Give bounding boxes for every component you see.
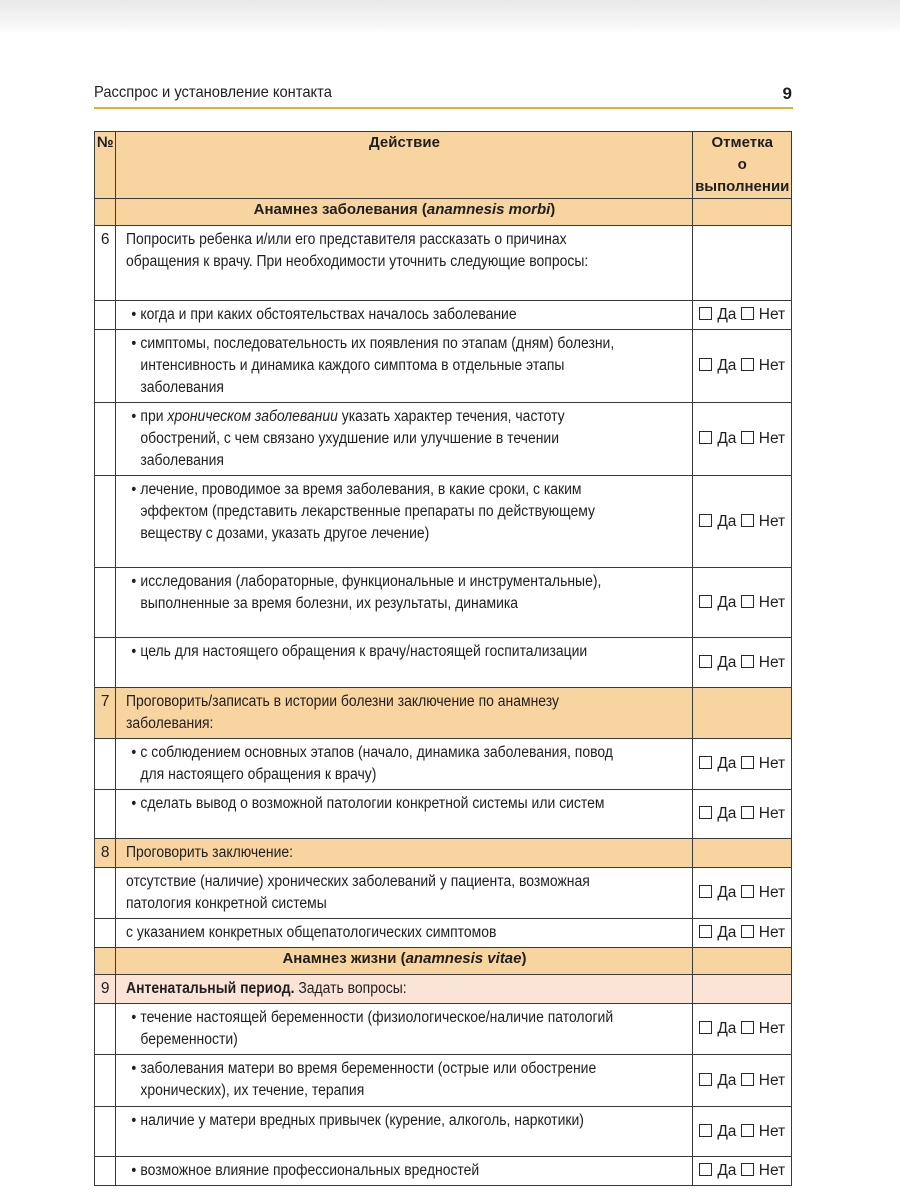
row-text: Проговорить заключение: [126,844,294,861]
table-row [95,1157,792,1186]
checkbox-yes-icon[interactable] [699,514,712,527]
header-action: Действие [116,132,693,199]
yes-no-checkbox[interactable]: Да Нет [693,919,792,948]
row-text: • когда и при каких обстоятельствах началось заболевание [126,304,626,326]
row-number: 8 [95,839,116,868]
yes-no-checkbox[interactable]: Да Нет [693,638,792,688]
yes-no-checkbox[interactable]: Да Нет [693,790,792,839]
checkbox-no-icon[interactable] [741,756,754,769]
section-title: Анамнез заболевания (anamnesis morbi) [116,199,693,226]
row-text: • с соблюдением основных этапов (начало, динамика заболевания, повод для настоящего обращения к врачу) [126,742,626,786]
page-number: 9 [782,84,792,103]
running-head: Расспрос и установление контакта [94,84,332,101]
row-text: Проговорить/записать в истории болезни заключение по анамнезу заболевания: [126,693,560,732]
checkbox-yes-icon[interactable] [699,756,712,769]
table-header-row [95,132,792,199]
checkbox-yes-icon[interactable] [699,358,712,371]
checkbox-yes-icon[interactable] [699,655,712,668]
table-row [95,403,792,476]
checkbox-yes-icon[interactable] [699,1124,712,1137]
top-scan-band [0,0,900,34]
row-text: отсутствие (наличие) хронических заболеваний у пациента, возможная патология конкретной системы [126,873,591,912]
checkbox-yes-icon[interactable] [699,925,712,938]
table-row [95,638,792,688]
yes-no-checkbox[interactable]: Да Нет [693,1055,792,1107]
table-row [95,919,792,948]
yes-no-checkbox[interactable]: Да Нет [693,1004,792,1055]
header-rule [94,107,793,109]
table-row [95,301,792,330]
checkbox-yes-icon[interactable] [699,595,712,608]
row-text: Антенатальный период. Задать вопросы: [126,980,408,997]
row-text: • исследования (лабораторные, функциональные и инструментальные), выполненные за время болезни, их результаты, динамика [126,571,626,615]
row-text: с указанием конкретных общепатологических симптомов [126,924,497,941]
row-text: • симптомы, последовательность их появления по этапам (дням) болезни, интенсивность и динамика каждого симптома в отдельные этапы заболевания [126,333,626,399]
section-title-latin: anamnesis morbi [426,201,551,218]
table-row [95,868,792,919]
section-title-latin: anamnesis vitae [405,950,522,967]
checkbox-yes-icon[interactable] [699,307,712,320]
row-text: • возможное влияние профессиональных вредностей [126,1160,626,1182]
row-text: Попросить ребенка и/или его представителя рассказать о причинах обращения к врачу. При необходимости уточнить следующие вопросы: [126,231,589,270]
row-text: • течение настоящей беременности (физиологическое/наличие патологий беременности) [126,1007,626,1051]
checkbox-no-icon[interactable] [741,925,754,938]
checkbox-no-icon[interactable] [741,885,754,898]
header-num: № [95,132,116,199]
table-row [95,226,792,301]
section-row [95,948,792,975]
yes-no-checkbox[interactable]: Да Нет [693,476,792,568]
row-text: • цель для настоящего обращения к врачу/настоящей госпитализации [126,641,626,663]
header-mark-line1: Отметка [711,134,773,151]
checkbox-no-icon[interactable] [741,806,754,819]
yes-no-checkbox[interactable]: Да Нет [693,739,792,790]
row-text: • лечение, проводимое за время заболевания, в какие сроки, с каким эффектом (представить лекарственные препараты по действующему веществу с дозами, указать другое лечение) [126,479,626,545]
table-row [95,688,792,739]
checkbox-no-icon[interactable] [741,595,754,608]
yes-no-checkbox[interactable]: Да Нет [693,1157,792,1186]
row-text: • наличие у матери вредных привычек (курение, алкоголь, наркотики) [126,1110,626,1132]
checkbox-yes-icon[interactable] [699,885,712,898]
checkbox-no-icon[interactable] [741,1073,754,1086]
table-row [95,975,792,1004]
row-text: • сделать вывод о возможной патологии конкретной системы или систем [126,793,626,815]
checkbox-no-icon[interactable] [741,1021,754,1034]
table-row [95,476,792,568]
table-row [95,568,792,638]
checkbox-yes-icon[interactable] [699,1073,712,1086]
checkbox-no-icon[interactable] [741,307,754,320]
yes-no-checkbox[interactable]: Да Нет [693,330,792,403]
row-number: 7 [95,688,116,739]
checkbox-no-icon[interactable] [741,655,754,668]
checkbox-yes-icon[interactable] [699,1021,712,1034]
row-text: • при хроническом заболевании указать характер течения, частоту обострений, с чем связано ухудшение или улучшение в течении заболевания [126,406,626,472]
yes-no-checkbox[interactable]: Да Нет [693,1107,792,1157]
row-number: 9 [95,975,116,1004]
table-row [95,330,792,403]
yes-no-checkbox[interactable]: Да Нет [693,568,792,638]
table-row [95,1055,792,1107]
checkbox-no-icon[interactable] [741,1124,754,1137]
checkbox-yes-icon[interactable] [699,431,712,444]
row-text: • заболевания матери во время беременности (острые или обострение хронических), их течение, терапия [126,1058,626,1102]
header-mark-line2: о выполнении [695,156,790,195]
table-row [95,1004,792,1055]
yes-no-checkbox[interactable]: Да Нет [693,403,792,476]
row-number: 6 [95,226,116,301]
yes-no-checkbox[interactable]: Да Нет [693,301,792,330]
checklist-table [94,131,792,1186]
section-row [95,199,792,226]
table-row [95,790,792,839]
checkbox-no-icon[interactable] [741,358,754,371]
checkbox-no-icon[interactable] [741,1163,754,1176]
header-mark [693,132,792,199]
checkbox-yes-icon[interactable] [699,806,712,819]
yes-no-checkbox[interactable]: Да Нет [693,868,792,919]
table-row [95,739,792,790]
section-title: Анамнез жизни (anamnesis vitae) [116,948,693,975]
checkbox-no-icon[interactable] [741,514,754,527]
table-row [95,1107,792,1157]
checkbox-no-icon[interactable] [741,431,754,444]
checkbox-yes-icon[interactable] [699,1163,712,1176]
table-row [95,839,792,868]
